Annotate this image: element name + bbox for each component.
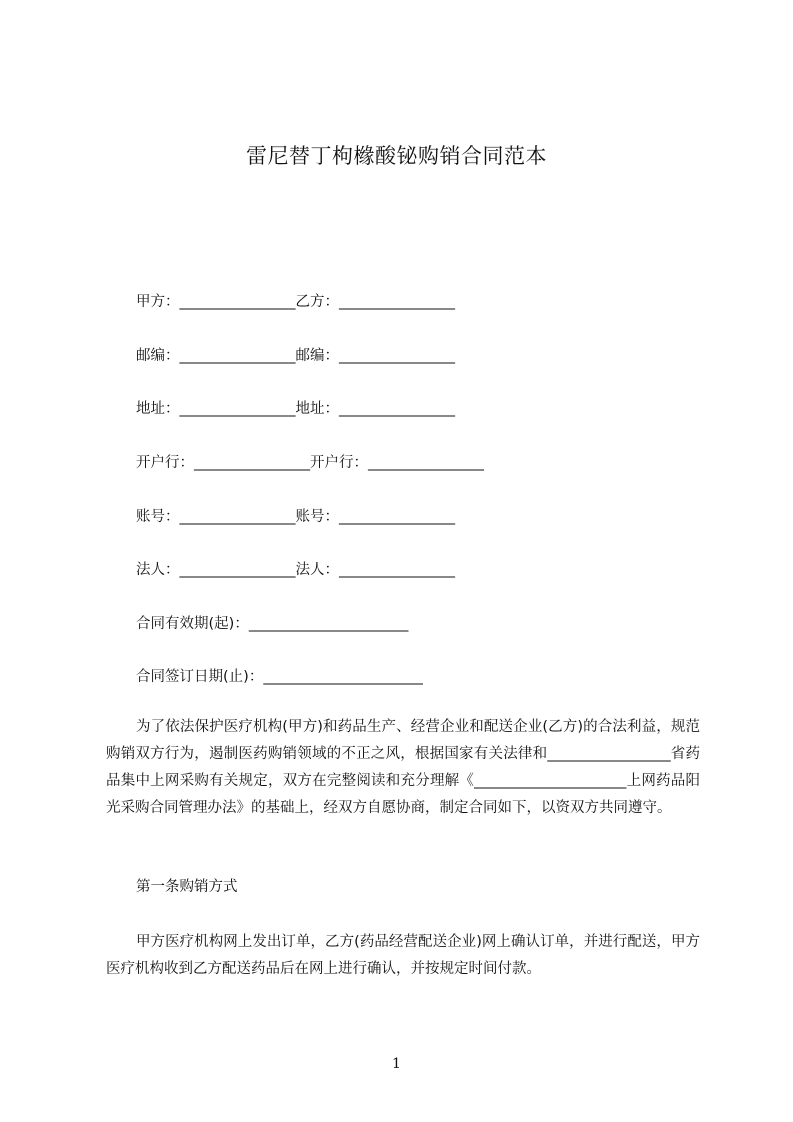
intro-paragraph: 为了依法保护医疗机构(甲方)和药品生产、经营企业和配送企业(乙方)的合法利益，规范购销双方行为，遏制医药购销领域的不正之风，根据国家有关法律和_________________省药品集中上网采购有关规定，双方在完整阅读和充分理解《_____________________上网药品阳光采购合同管理办法》的基础上，经双方自愿协商，制定合同如下，以资双方共同遵守。 xyxy=(106,719,700,816)
legal-person-field: 法人：________________法人：________________ xyxy=(136,562,455,578)
document-title: 雷尼替丁枸橼酸铋购销合同范本 xyxy=(246,144,547,168)
bank-field: 开户行：________________开户行：________________ xyxy=(136,455,484,471)
section1-heading: 第一条购销方式 xyxy=(136,879,238,895)
address-field: 地址：________________地址：________________ xyxy=(136,401,455,417)
party-name-field: 甲方：________________乙方：________________ xyxy=(136,294,455,310)
validity-start-field: 合同有效期(起)：______________________ xyxy=(136,616,409,632)
account-field: 账号：________________账号：________________ xyxy=(136,509,455,525)
signing-date-field: 合同签订日期(止)：______________________ xyxy=(136,669,423,685)
page-number: 1 xyxy=(392,1056,401,1072)
section1-paragraph: 甲方医疗机构网上发出订单，乙方(药品经营配送企业)网上确认订单，并进行配送，甲方医疗机构收到乙方配送药品后在网上进行确认，并按规定时间付款。 xyxy=(106,934,700,977)
postcode-field: 邮编：________________邮编：________________ xyxy=(136,348,455,364)
